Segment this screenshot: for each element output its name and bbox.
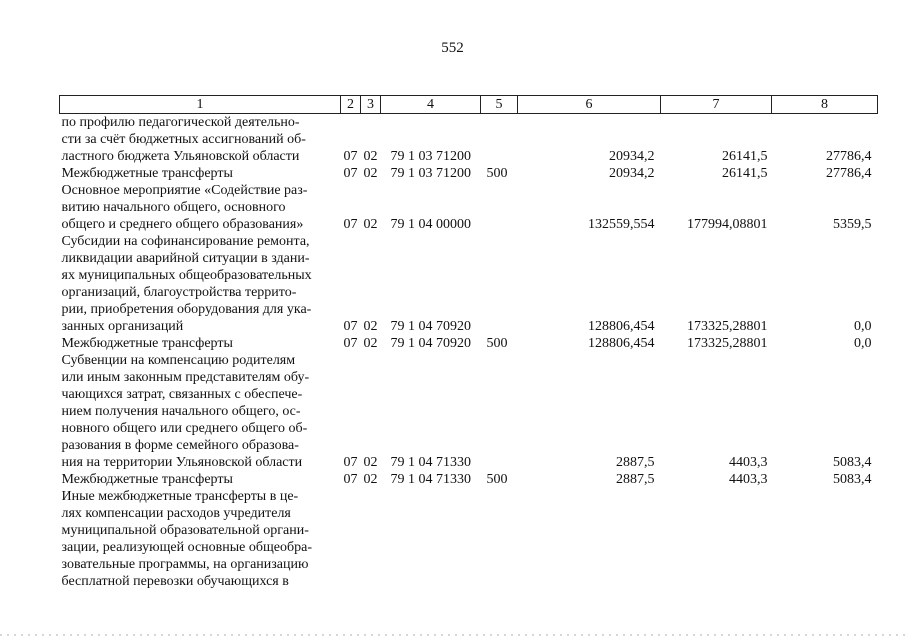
- column-header-3: 3: [361, 96, 381, 114]
- amount-col6-cell: 2887,5: [616, 472, 655, 487]
- amount-col7-cell: [661, 488, 772, 590]
- row-name-line: чающихся затрат, связанных с обеспече-: [61, 387, 303, 402]
- expense-type-cell: [481, 352, 518, 471]
- expense-type-cell: [481, 182, 518, 233]
- amount-col7-cell: 4403,3: [729, 455, 768, 470]
- row-name-cell: [60, 352, 341, 471]
- amount-col8-cell: 0,0: [854, 336, 872, 351]
- row-name-line: или иным законным представителям обу-: [61, 370, 310, 385]
- amount-col7-cell: 26141,5: [722, 149, 768, 164]
- section-code-cell: 07: [343, 217, 358, 232]
- amount-col7-cell: 4403,3: [729, 472, 768, 487]
- row-name-line: новного общего или среднего общего об-: [61, 421, 308, 436]
- amount-col7-cell: 177994,08801: [687, 217, 768, 232]
- row-name-line: зации, реализующей основные общеобра-: [61, 540, 312, 555]
- expense-type-cell: 500: [486, 166, 508, 181]
- table-row: [60, 488, 878, 590]
- row-name-line: муниципальной образовательной органи-: [61, 523, 309, 538]
- row-name-cell: [60, 488, 341, 590]
- subsection-code-cell: [361, 488, 381, 590]
- table-row: [60, 471, 878, 488]
- expense-type-cell: 500: [486, 472, 508, 487]
- subsection-code-cell: 02: [363, 336, 378, 351]
- target-article-cell: 79 1 04 71330: [390, 455, 471, 470]
- expense-type-cell: 500: [486, 336, 508, 351]
- subsection-code-cell: 02: [363, 455, 378, 470]
- row-name-line: ния на территории Ульяновской области: [61, 455, 303, 470]
- column-header-2: 2: [341, 96, 361, 114]
- page-number: 552: [441, 40, 464, 56]
- table-body: [60, 114, 878, 591]
- section-code-cell: 07: [343, 166, 358, 181]
- subsection-code-cell: 02: [363, 166, 378, 181]
- row-name-line: организаций, благоустройства террито-: [61, 285, 297, 300]
- target-article-cell: 79 1 04 70920: [390, 336, 471, 351]
- row-name-line: рии, приобретения оборудования для ука-: [61, 302, 312, 317]
- target-article-cell: 79 1 04 00000: [390, 217, 471, 232]
- table-row: [60, 182, 878, 233]
- expense-type-cell: [481, 114, 518, 166]
- amount-col7-cell: 26141,5: [722, 166, 768, 181]
- table-row: [60, 165, 878, 182]
- row-name-cell: [60, 335, 341, 352]
- row-name-cell: [60, 471, 341, 488]
- amount-col8-cell: 0,0: [854, 319, 872, 334]
- target-article-cell: 79 1 04 70920: [390, 319, 471, 334]
- section-code-cell: 07: [343, 455, 358, 470]
- row-name-line: нием получения начального общего, ос-: [61, 404, 301, 419]
- amount-col6-cell: 2887,5: [616, 455, 655, 470]
- header-row: [60, 96, 878, 114]
- amount-col6-cell: 132559,554: [588, 217, 655, 232]
- row-name-line: занных организаций: [61, 319, 184, 334]
- expense-type-cell: [481, 233, 518, 335]
- amount-col7-cell: 173325,28801: [687, 336, 768, 351]
- amount-col8-cell: 5083,4: [833, 455, 872, 470]
- table-row: [60, 335, 878, 352]
- target-article-cell: 79 1 04 71330: [390, 472, 471, 487]
- row-name-line: ликвидации аварийной ситуации в здани-: [61, 251, 310, 266]
- row-name-line: бесплатной перевозки обучающихся в: [61, 574, 289, 589]
- column-header-6: 6: [518, 96, 661, 114]
- row-name-line: ях муниципальных общеобразовательных: [61, 268, 312, 283]
- row-name-line: лях компенсации расходов учредителя: [61, 506, 291, 521]
- row-name-line: зовательные программы, на организацию: [61, 557, 309, 572]
- column-header-7: 7: [661, 96, 772, 114]
- table-row: [60, 114, 878, 166]
- row-name-line: по профилю педагогической деятельно-: [61, 115, 300, 130]
- budget-table: [59, 95, 878, 590]
- amount-col8-cell: [772, 488, 878, 590]
- expense-type-cell: [481, 488, 518, 590]
- amount-col6-cell: 20934,2: [609, 149, 655, 164]
- row-name-cell: [60, 165, 341, 182]
- section-code-cell: 07: [343, 472, 358, 487]
- amount-col8-cell: 27786,4: [826, 149, 872, 164]
- subsection-code-cell: 02: [363, 319, 378, 334]
- row-name-line: Межбюджетные трансферты: [61, 472, 233, 487]
- row-name-cell: [60, 114, 341, 166]
- table-row: [60, 352, 878, 471]
- row-name-line: Субвенции на компенсацию родителям: [61, 353, 296, 368]
- target-article-cell: 79 1 03 71200: [390, 149, 471, 164]
- column-header-1: 1: [60, 96, 341, 114]
- section-code-cell: 07: [343, 319, 358, 334]
- row-name-line: разования в форме семейного образова-: [61, 438, 299, 453]
- column-header-5: 5: [481, 96, 518, 114]
- target-article-cell: 79 1 03 71200: [390, 166, 471, 181]
- row-name-line: витию начального общего, основного: [61, 200, 286, 215]
- amount-col6-cell: [518, 488, 661, 590]
- row-name-line: общего и среднего общего образования»: [61, 217, 304, 232]
- target-article-cell: [381, 488, 481, 590]
- amount-col7-cell: 173325,28801: [687, 319, 768, 334]
- row-name-cell: [60, 182, 341, 233]
- row-name-line: ластного бюджета Ульяновской области: [61, 149, 300, 164]
- amount-col6-cell: 128806,454: [588, 336, 655, 351]
- row-name-line: Межбюджетные трансферты: [61, 336, 233, 351]
- section-code-cell: 07: [343, 336, 358, 351]
- section-code-cell: 07: [343, 149, 358, 164]
- section-code-cell: [341, 488, 361, 590]
- row-name-line: Иные межбюджетные трансферты в це-: [61, 489, 299, 504]
- table-row: [60, 233, 878, 335]
- amount-col6-cell: 20934,2: [609, 166, 655, 181]
- row-name-cell: [60, 233, 341, 335]
- amount-col8-cell: 5083,4: [833, 472, 872, 487]
- row-name-line: Субсидии на софинансирование ремонта,: [61, 234, 310, 249]
- amount-col6-cell: 128806,454: [588, 319, 655, 334]
- scan-artifact-line: [0, 634, 905, 636]
- column-header-8: 8: [772, 96, 878, 114]
- row-name-line: Межбюджетные трансферты: [61, 166, 233, 181]
- row-name-line: сти за счёт бюджетных ассигнований об-: [61, 132, 306, 147]
- subsection-code-cell: 02: [363, 217, 378, 232]
- subsection-code-cell: 02: [363, 472, 378, 487]
- amount-col8-cell: 27786,4: [826, 166, 872, 181]
- column-header-4: 4: [381, 96, 481, 114]
- subsection-code-cell: 02: [363, 149, 378, 164]
- amount-col8-cell: 5359,5: [833, 217, 872, 232]
- row-name-line: Основное мероприятие «Содействие раз-: [61, 183, 308, 198]
